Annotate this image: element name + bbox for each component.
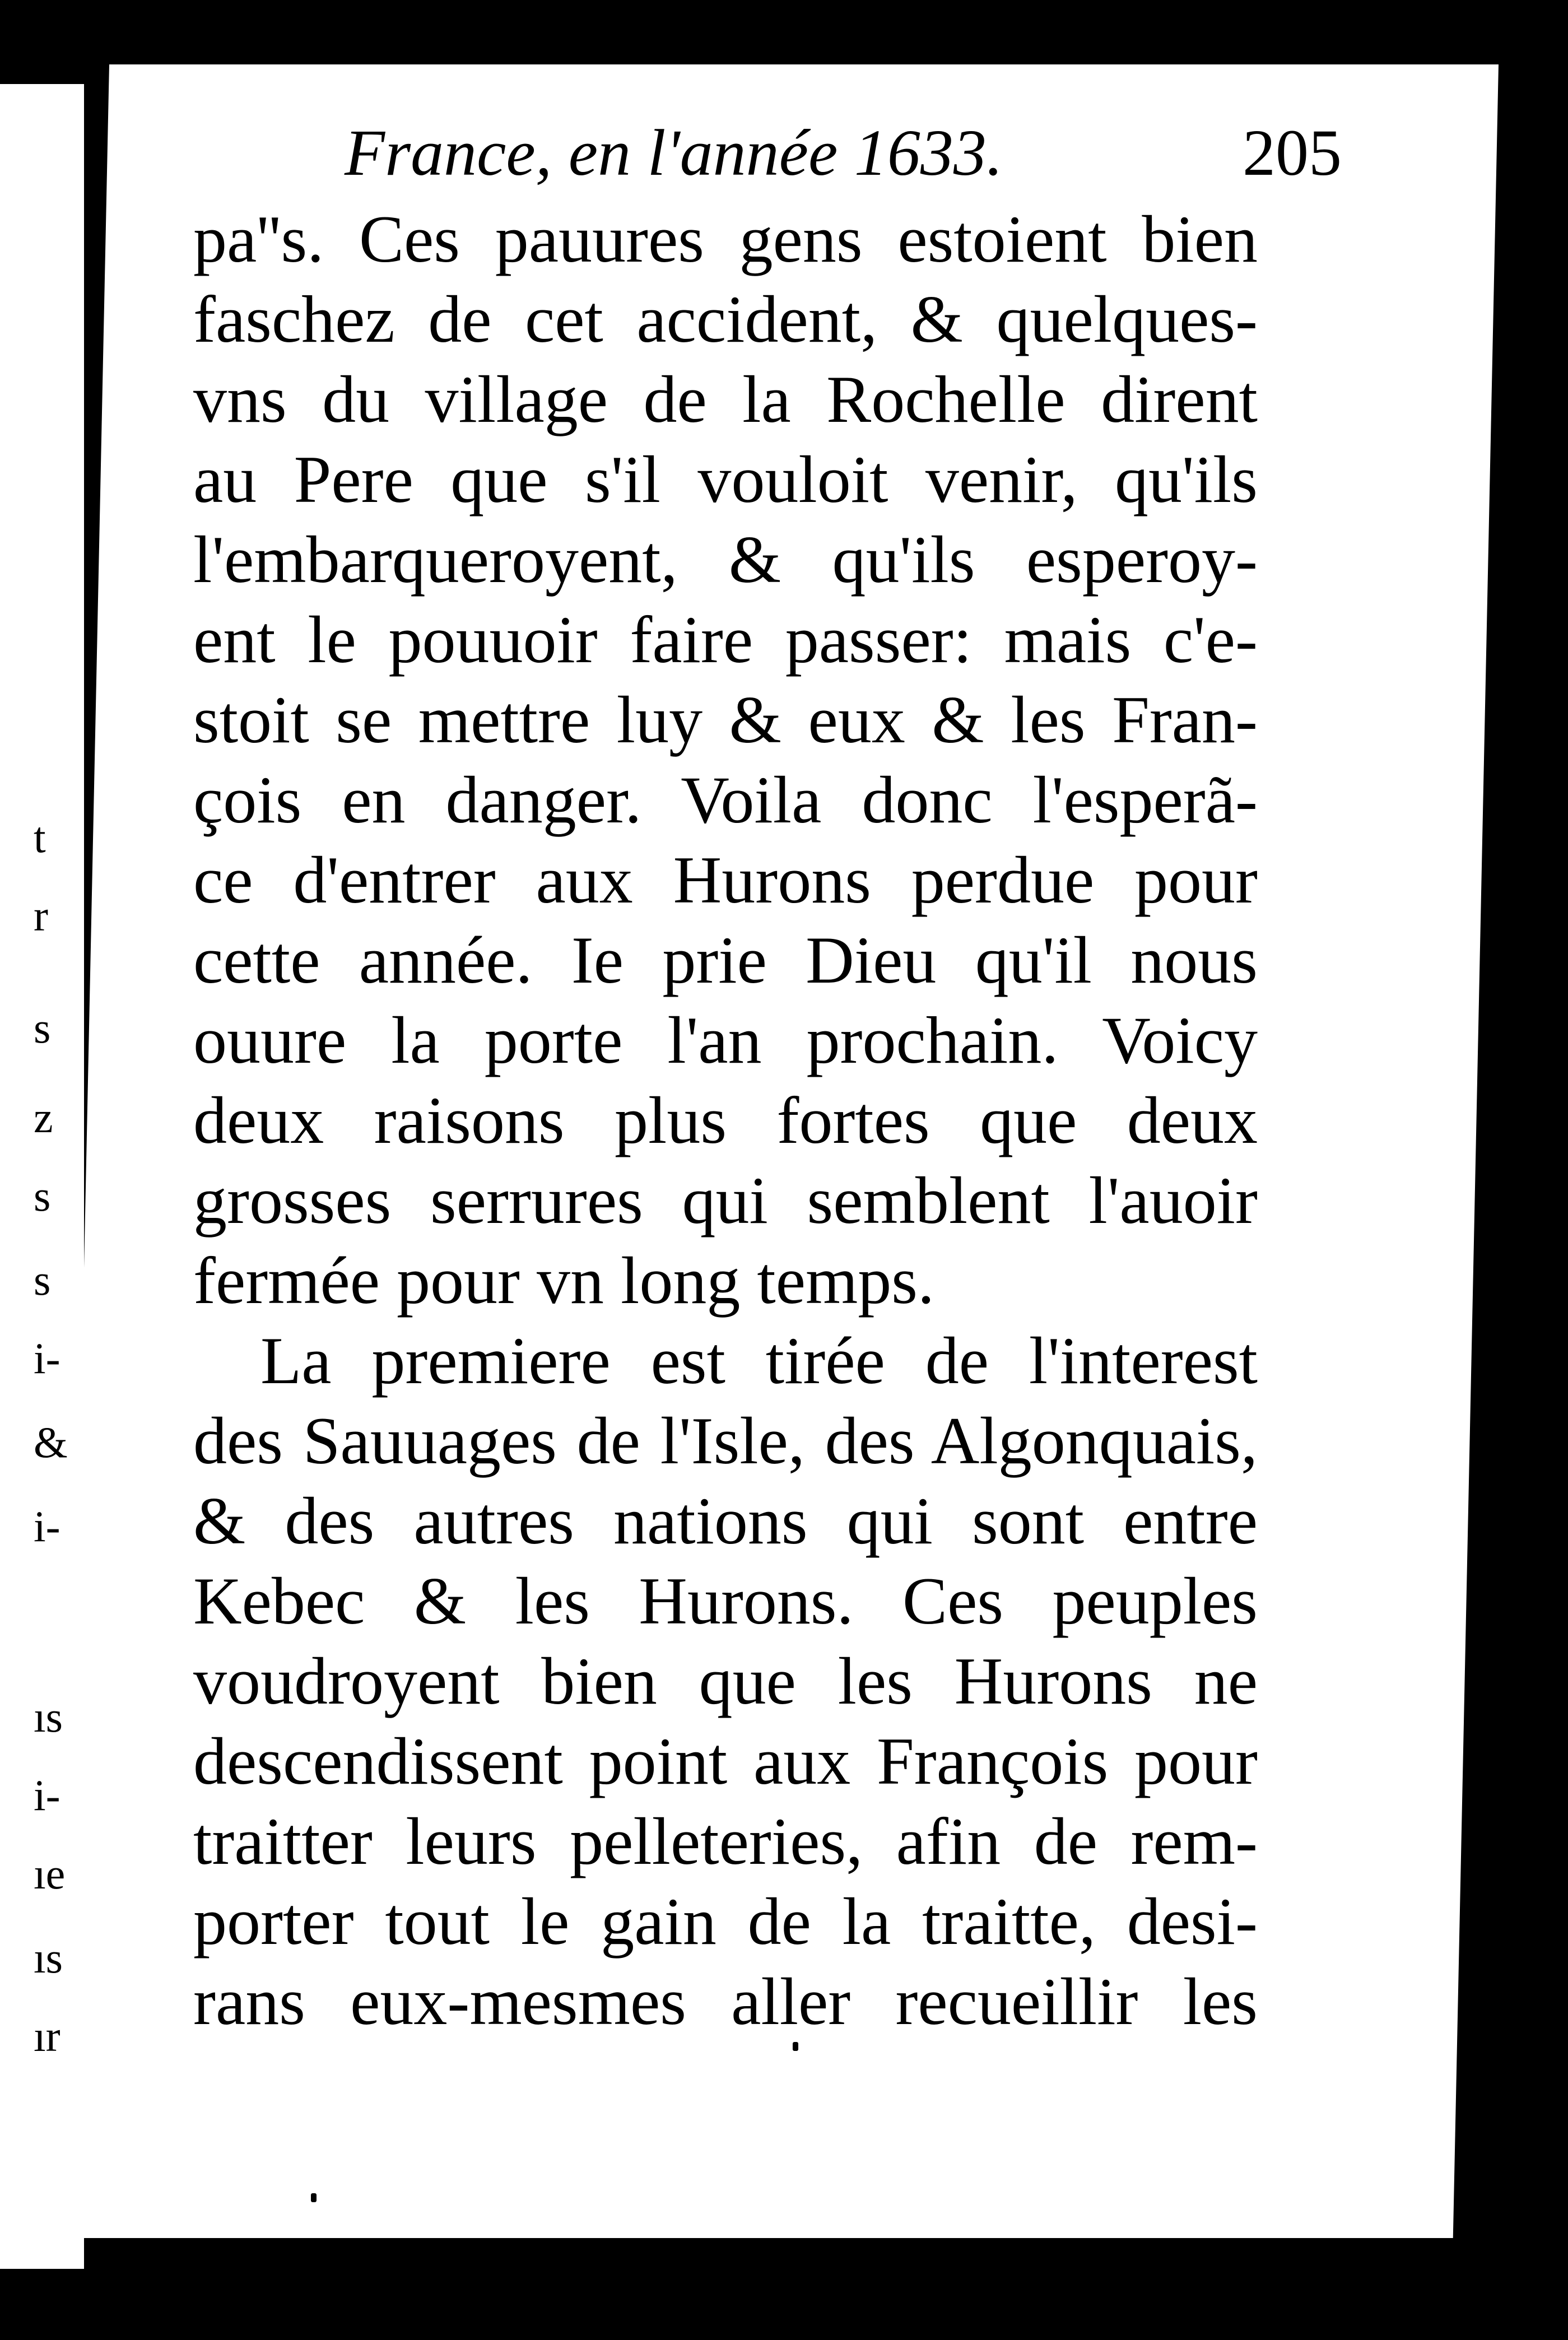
text-line: faschez de cet accident, & quelques- <box>193 282 1258 356</box>
ink-speck <box>793 2042 798 2051</box>
text-line: Kebec & les Hurons. Ces peuples <box>193 1564 1258 1638</box>
body-text <box>193 199 1258 2041</box>
text-line: grosses serrures qui semblent l'auoir <box>193 1163 1258 1238</box>
text-line: çois en danger. Voila donc l'esperã- <box>193 762 1258 837</box>
text-line: ouure la porte l'an prochain. Voicy <box>193 1003 1258 1077</box>
paragraph-1 <box>193 199 1258 1320</box>
text-line: deux raisons plus fortes que deux <box>193 1083 1258 1157</box>
facing-fragment: ıe <box>34 1849 66 1898</box>
text-line: voudroyent bien que les Hurons ne <box>193 1644 1258 1718</box>
ink-speck <box>311 2193 317 2202</box>
facing-fragment: ıs <box>34 1933 63 1982</box>
text-line: stoit se mettre luy & eux & les Fran- <box>193 682 1258 757</box>
text-line: pa''s. Ces pauures gens estoient bien <box>193 202 1258 276</box>
paragraph-2 <box>193 1320 1258 2041</box>
text-line: des Sauuages de l'Isle, des Algonquais, <box>193 1403 1258 1478</box>
text-line: & des autres nations qui sont entre <box>193 1483 1258 1558</box>
facing-fragment: i- <box>34 1502 61 1551</box>
facing-fragment: s <box>34 1003 51 1052</box>
facing-fragment: ıs <box>34 1692 63 1741</box>
text-line: ce d'entrer aux Hurons perdue pour <box>193 843 1258 917</box>
facing-fragment: i- <box>34 1334 61 1383</box>
text-line: au Pere que s'il vouloit venir, qu'ils <box>193 442 1258 517</box>
text-line: vns du village de la Rochelle dirent <box>193 362 1258 436</box>
facing-fragment: s <box>34 1255 51 1304</box>
facing-fragment: i- <box>34 1771 61 1820</box>
facing-fragment: & <box>34 1418 68 1467</box>
page-number: 205 <box>1243 116 1342 189</box>
text-line: l'embarqueroyent, & qu'ils esperoy- <box>193 522 1258 597</box>
facing-fragment: ır <box>34 2012 61 2060</box>
text-line: cette année. Ie prie Dieu qu'il nous <box>193 923 1258 997</box>
text-line: ent le pouuoir faire passer: mais c'e- <box>193 602 1258 677</box>
running-head-title: France, en l'année 1633. <box>345 116 1003 189</box>
text-line: descendissent point aux François pour <box>193 1724 1258 1798</box>
facing-fragment: z <box>34 1093 53 1142</box>
book-page <box>64 64 1499 2238</box>
facing-fragment: t <box>34 813 46 862</box>
facing-fragment: s <box>34 1171 51 1220</box>
text-line: La premiere est tirée de l'interest <box>260 1323 1258 1398</box>
text-line: fermée pour vn long temps. <box>193 1243 934 1318</box>
text-line: traitter leurs pelleteries, afin de rem- <box>193 1804 1258 1878</box>
facing-fragment: r <box>34 891 48 940</box>
text-line: rans eux-mesmes aller recueillir les <box>193 1964 1258 2039</box>
text-line: porter tout le gain de la traitte, desi- <box>193 1884 1258 1958</box>
